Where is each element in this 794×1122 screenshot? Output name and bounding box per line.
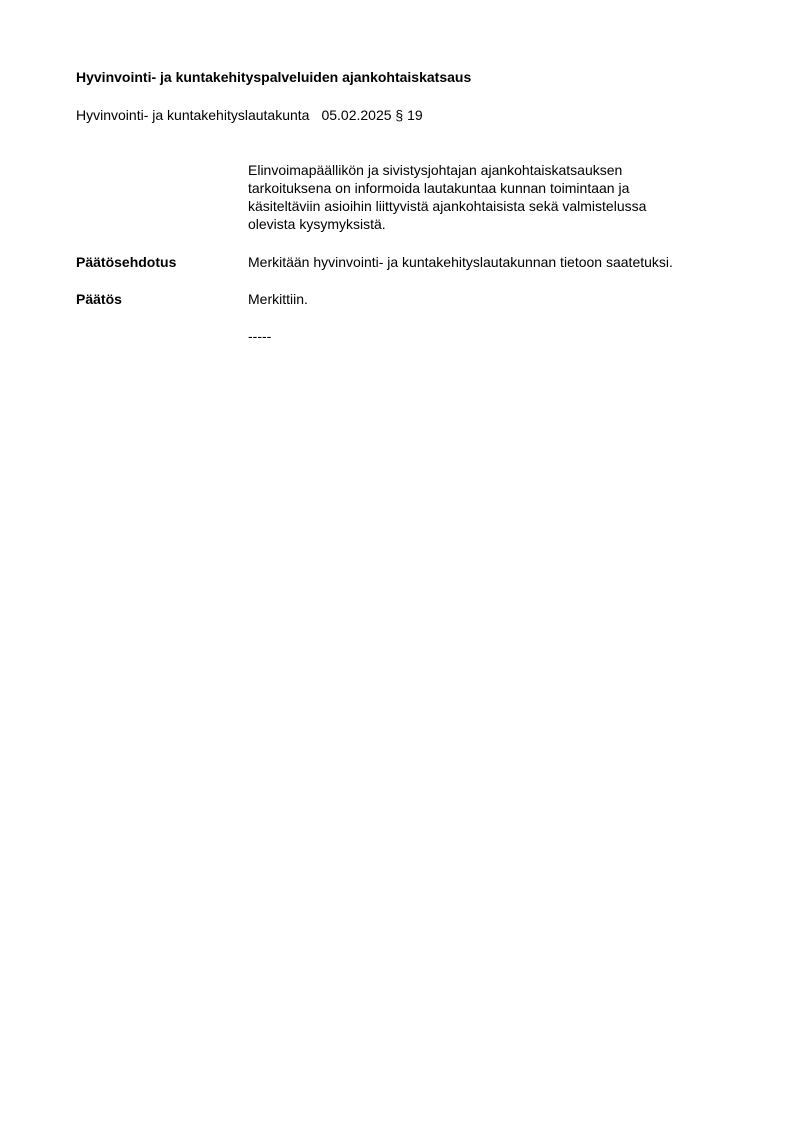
description-line: olevista kysymyksistä. <box>248 216 386 232</box>
description-line: Elinvoimapäällikön ja sivistysjohtajan ajankohtaiskatsauksen <box>248 162 623 178</box>
description-line: tarkoituksena on informoida lautakuntaa kunnan toimintaan ja <box>248 180 630 196</box>
meeting-date-section: 05.02.2025 § 19 <box>321 107 423 123</box>
proposal-label: Päätösehdotus <box>76 254 177 270</box>
separator: ----- <box>248 328 272 344</box>
meeting-info <box>76 106 423 124</box>
description-paragraph <box>248 161 728 233</box>
meeting-body: Hyvinvointi- ja kuntakehityslautakunta <box>76 107 310 123</box>
document-title: Hyvinvointi- ja kuntakehityspalveluiden ajankohtaiskatsaus <box>76 69 472 85</box>
decision-label: Päätös <box>76 291 122 307</box>
description-line: käsiteltäviin asioihin liittyvistä ajankohtaisista sekä valmistelussa <box>248 198 647 214</box>
proposal-text: Merkitään hyvinvointi- ja kuntakehityslautakunnan tietoon saatetuksi. <box>248 254 673 270</box>
decision-text: Merkittiin. <box>248 291 308 307</box>
